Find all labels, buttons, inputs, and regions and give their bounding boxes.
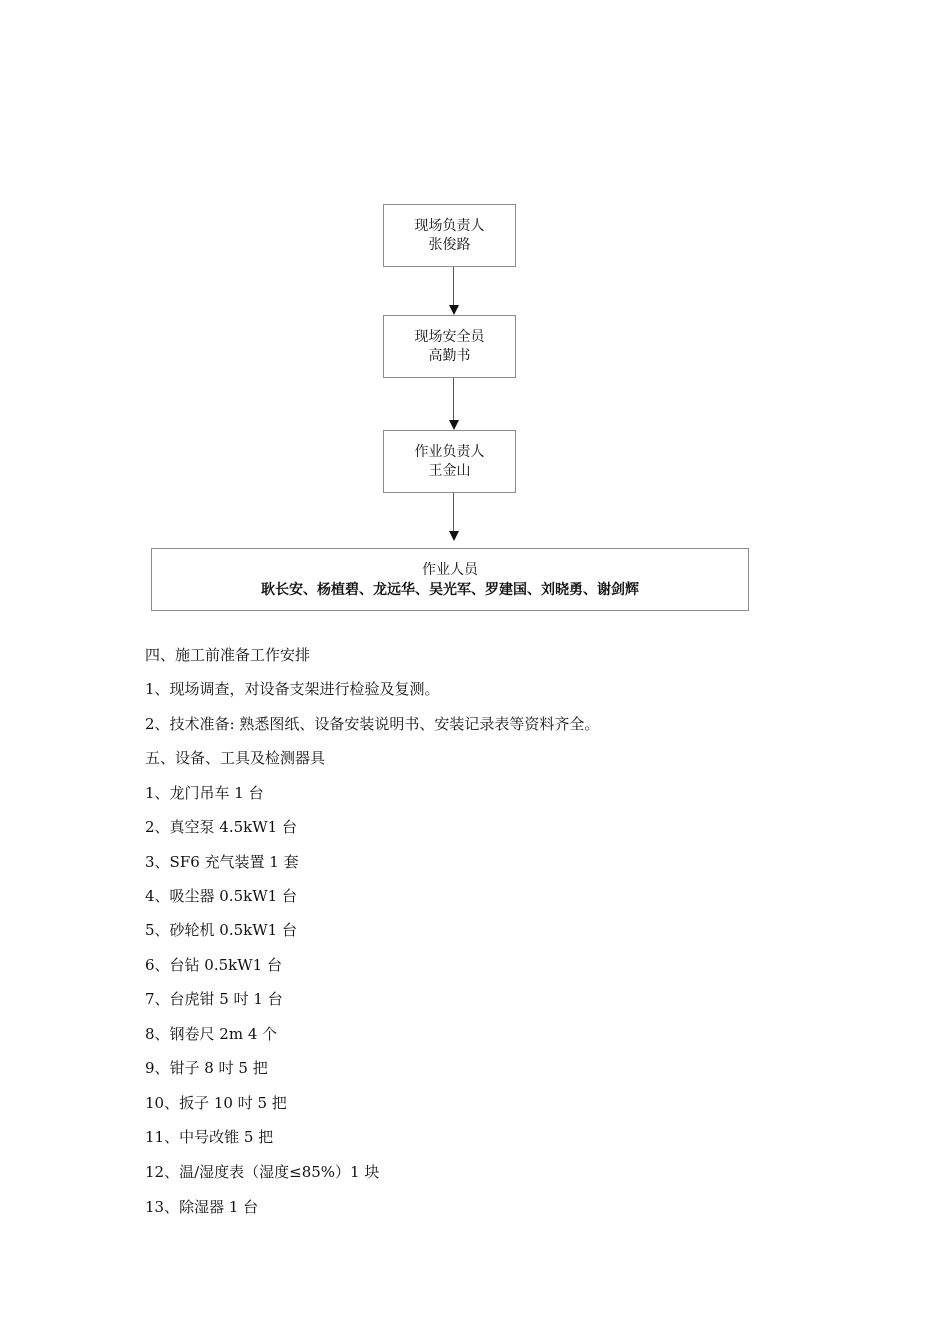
org-box-work-leader	[383, 430, 516, 493]
list-item: 11、中号改锥 5 把	[145, 1128, 274, 1146]
org-box-name: 高勤书	[428, 347, 471, 364]
list-item: 5、砂轮机 0.5kW1 台	[145, 921, 297, 939]
org-box-role: 作业负责人	[414, 443, 485, 460]
org-box-name: 张俊路	[428, 236, 471, 253]
org-box-site-manager	[383, 204, 516, 267]
org-box-safety-officer	[383, 315, 516, 378]
org-connector-arrow-icon	[449, 420, 459, 430]
list-item: 3、SF6 充气装置 1 套	[145, 853, 299, 871]
section-heading: 四、施工前准备工作安排	[145, 646, 311, 664]
list-item: 8、钢卷尺 2m 4 个	[145, 1025, 278, 1043]
list-item: 1、现场调查，对设备支架进行检验及复测。	[145, 680, 440, 698]
org-connector-arrow-icon	[449, 305, 459, 315]
org-box-role: 现场负责人	[414, 217, 485, 234]
org-box-name: 耿长安、杨植碧、龙远华、吴光军、罗建国、刘晓勇、谢剑辉	[261, 580, 639, 597]
list-item: 12、温/湿度表（湿度≤85%）1 块	[145, 1163, 380, 1181]
list-item: 10、扳子 10 吋 5 把	[145, 1094, 287, 1112]
list-item: 7、台虎钳 5 吋 1 台	[145, 990, 283, 1008]
org-connector-line	[453, 378, 454, 421]
org-connector-line	[453, 493, 454, 532]
list-item: 2、真空泵 4.5kW1 台	[145, 818, 297, 836]
org-connector-arrow-icon	[449, 531, 459, 541]
list-item: 2、技术准备: 熟悉图纸、设备安装说明书、安装记录表等资料齐全。	[145, 715, 600, 733]
list-item: 6、台钻 0.5kW1 台	[145, 956, 282, 974]
org-connector-line	[453, 267, 454, 306]
list-item: 9、钳子 8 吋 5 把	[145, 1059, 268, 1077]
list-item: 1、龙门吊车 1 台	[145, 784, 264, 802]
section-heading: 五、设备、工具及检测器具	[145, 749, 326, 767]
org-box-workers	[151, 548, 749, 611]
org-box-role: 现场安全员	[414, 328, 485, 345]
org-box-role: 作业人员	[422, 561, 478, 578]
org-box-name: 王金山	[428, 462, 471, 479]
list-item: 13、除湿器 1 台	[145, 1198, 259, 1216]
list-item: 4、吸尘器 0.5kW1 台	[145, 887, 297, 905]
